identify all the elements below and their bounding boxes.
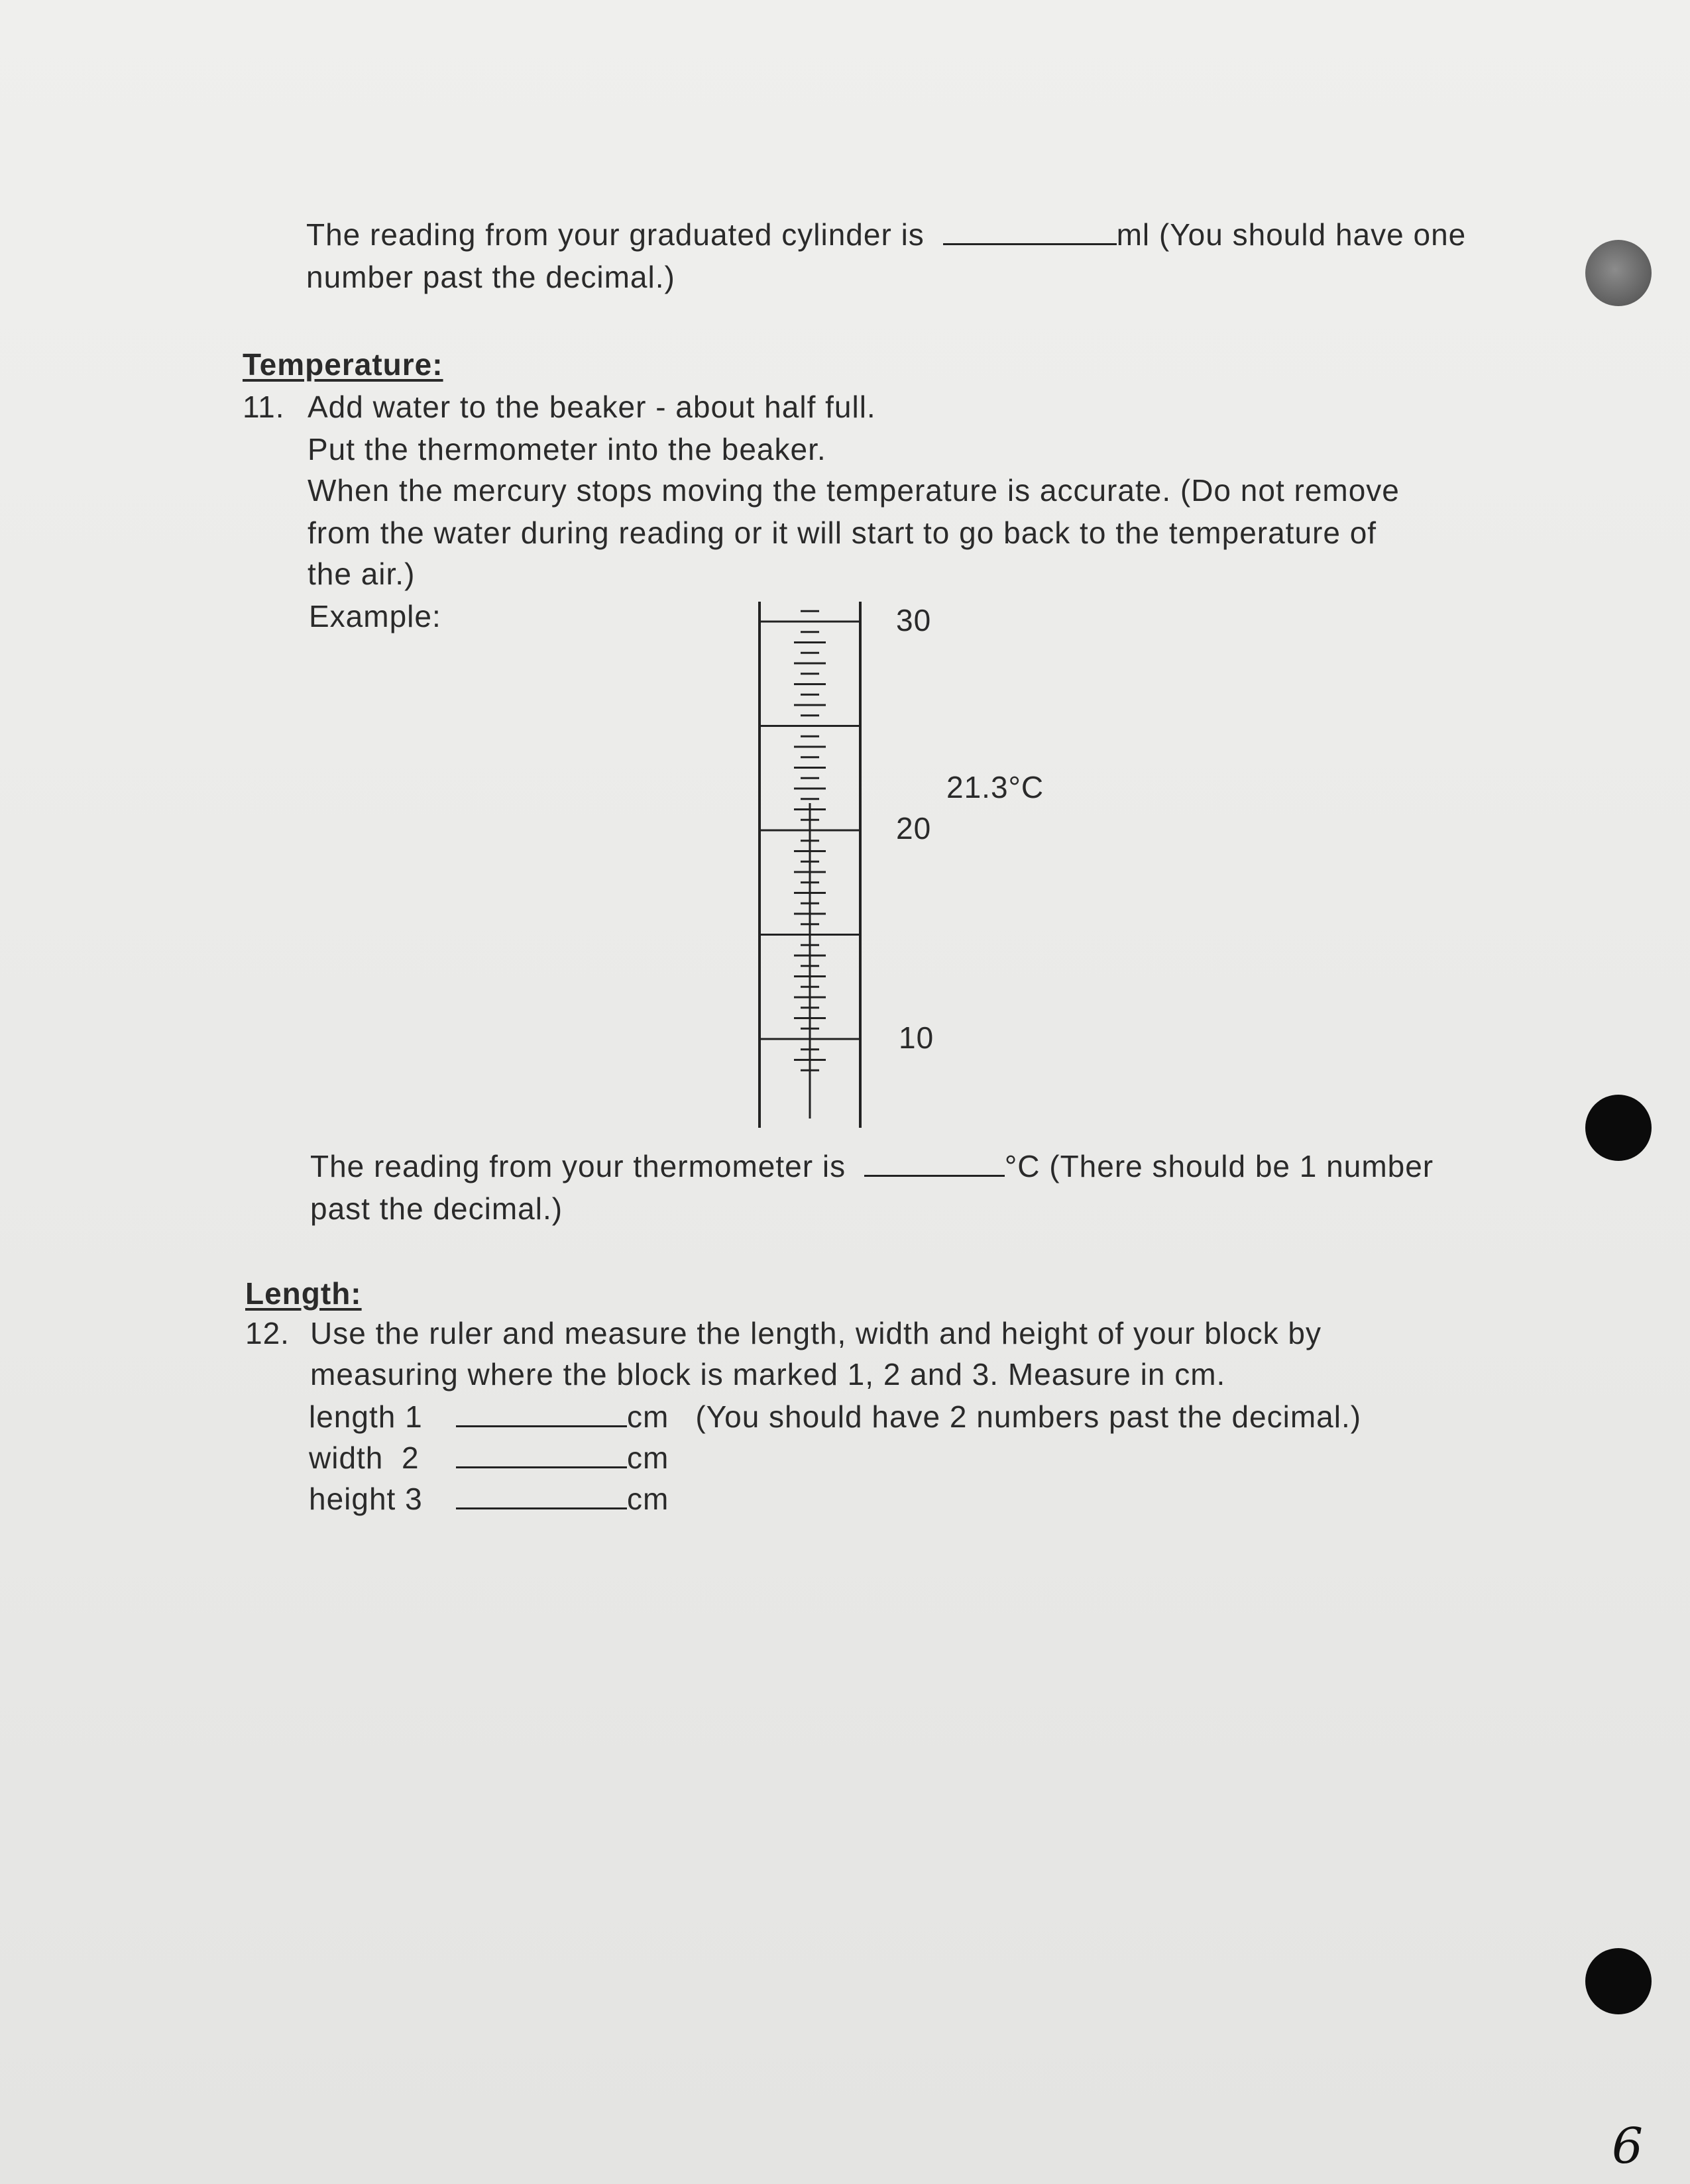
temperature-step-line2: Put the thermometer into the beaker.	[308, 432, 826, 466]
thermometer-reading-line1	[310, 1145, 1434, 1187]
cylinder-reading-prefix: The reading from your graduated cylinder is	[306, 217, 925, 252]
temperature-step-line1: Add water to the beaker - about half full.	[308, 390, 876, 424]
cylinder-reading-suffix: ml (You should have one	[1116, 217, 1467, 252]
thermometer-reading-suffix: °C (There should be 1 number	[1004, 1149, 1434, 1183]
measurement-unit: cm	[627, 1441, 669, 1475]
thermometer-ticks	[760, 611, 860, 1119]
width-2-blank[interactable]	[456, 1440, 627, 1468]
temperature-step-line4: from the water during reading or it will start to go back to the temperature of	[308, 516, 1377, 550]
binder-hole-middle	[1585, 1095, 1652, 1161]
example-label: Example:	[309, 599, 441, 633]
cylinder-reading-line2: number past the decimal.)	[306, 260, 675, 294]
height-3-blank[interactable]	[456, 1481, 627, 1509]
page-number: 6	[1612, 2118, 1644, 2175]
temperature-heading: Temperature:	[243, 347, 443, 382]
binder-hole-bottom	[1585, 1948, 1652, 2014]
length-step-number: 12.	[245, 1316, 290, 1350]
length-1-blank[interactable]	[456, 1399, 627, 1427]
thermometer-label-20: 20	[896, 811, 932, 846]
measurement-row	[309, 1395, 1361, 1438]
measurement-unit: cm	[627, 1482, 669, 1516]
measurement-note: (You should have 2 numbers past the decimal.)	[695, 1399, 1362, 1434]
thermometer-label-30: 30	[896, 603, 932, 637]
measurement-row	[309, 1437, 669, 1479]
temperature-step-line5: the air.)	[308, 557, 416, 591]
measurement-label: width 2	[309, 1441, 420, 1475]
thermometer-reading-line2: past the decimal.)	[310, 1191, 563, 1226]
binder-hole-top	[1585, 240, 1652, 306]
thermometer-reading-label: 21.3°C	[946, 770, 1044, 804]
measurement-row	[309, 1478, 669, 1520]
thermometer-reading-prefix: The reading from your thermometer is	[310, 1149, 846, 1183]
thermometer-reading-blank[interactable]	[864, 1148, 1005, 1177]
measurement-label: height 3	[309, 1482, 423, 1516]
length-step-line1: Use the ruler and measure the length, width and height of your block by	[310, 1316, 1322, 1350]
measurement-label: length 1	[309, 1399, 423, 1434]
temperature-step-line3: When the mercury stops moving the temperature is accurate. (Do not remove	[308, 473, 1400, 508]
length-step-line2: measuring where the block is marked 1, 2 and 3. Measure in cm.	[310, 1357, 1226, 1392]
thermometer-label-10: 10	[899, 1020, 934, 1055]
measurement-unit: cm	[627, 1399, 669, 1434]
temperature-step-number: 11.	[243, 390, 285, 424]
length-heading: Length:	[245, 1276, 362, 1311]
